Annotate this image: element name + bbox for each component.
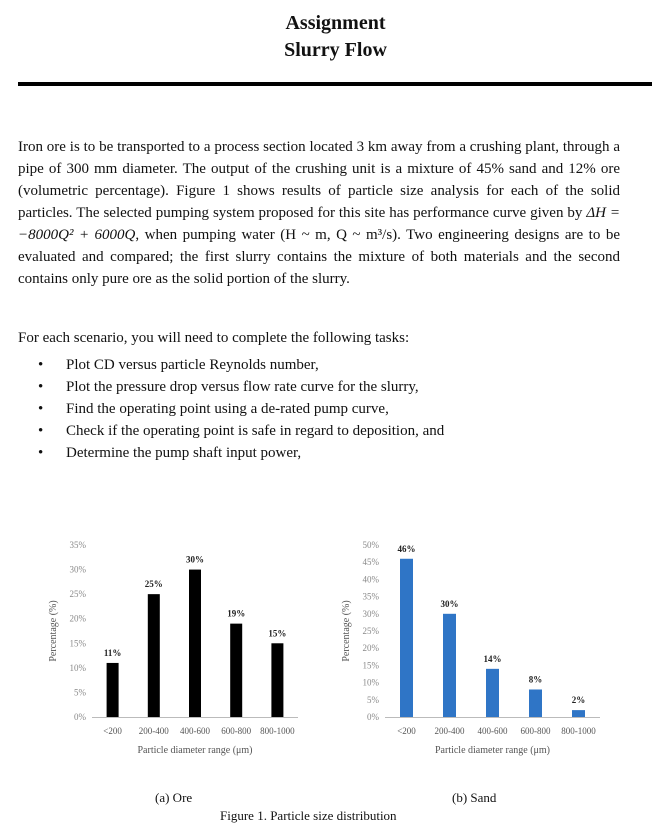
y-tick-label: 15% (69, 638, 86, 649)
data-label: 30% (186, 554, 204, 565)
x-tick-label: 800-1000 (561, 726, 596, 736)
y-tick-label: 10% (69, 662, 86, 673)
y-tick-label: 5% (74, 687, 86, 698)
data-label: 2% (571, 695, 586, 706)
y-tick-label: 0% (367, 712, 379, 722)
y-tick-label: 0% (74, 712, 86, 722)
title-line-1: Assignment (285, 12, 386, 34)
data-label: 30% (440, 598, 459, 609)
data-label: 25% (144, 579, 163, 590)
y-tick-label: 40% (362, 574, 379, 585)
data-label: 8% (528, 674, 543, 685)
task-item: • Check if the operating point is safe in regard to deposition, and (38, 423, 445, 439)
y-tick-label: 30% (362, 608, 379, 619)
document-title (0, 10, 671, 64)
x-tick-label: 600-800 (520, 726, 551, 736)
y-tick-label: 10% (362, 677, 379, 688)
y-tick-label: 5% (367, 694, 379, 705)
y-tick-label: 45% (362, 557, 379, 568)
tasks-intro: For each scenario, you will need to complete the following tasks: (18, 330, 410, 346)
x-tick-label: 600-800 (221, 726, 252, 736)
data-label: 46% (397, 543, 416, 554)
data-label: 11% (103, 647, 122, 658)
data-label: 14% (483, 653, 502, 664)
subcaption-sand: (b) Sand (452, 790, 497, 805)
y-axis-label: Percentage (%) (48, 600, 59, 662)
task-item: • Determine the pump shaft input power, (38, 445, 302, 461)
bar (443, 614, 456, 717)
intro-paragraph (18, 136, 620, 290)
bar (148, 594, 160, 717)
task-list (38, 354, 444, 464)
y-tick-label: 15% (362, 660, 379, 671)
bar (400, 559, 413, 717)
bar (529, 689, 542, 717)
x-axis-label: Particle diameter range (μm) (137, 745, 253, 756)
y-tick-label: 35% (362, 591, 379, 602)
bar (271, 643, 283, 717)
task-item: • Plot the pressure drop versus flow rate curve for the slurry, (38, 379, 419, 395)
y-tick-label: 20% (362, 643, 379, 654)
header-divider (18, 82, 652, 86)
data-label: 15% (268, 628, 287, 639)
x-tick-label: 400-600 (180, 726, 210, 736)
x-tick-label: 200-400 (138, 726, 169, 736)
ore-chart (30, 535, 315, 767)
task-item: • Plot CD versus particle Reynolds number, (38, 357, 319, 373)
x-tick-label: 800-1000 (260, 726, 295, 736)
x-tick-label: <200 (397, 726, 416, 736)
task-item: • Find the operating point using a de-rated pump curve, (38, 401, 389, 417)
y-tick-label: 25% (362, 626, 379, 636)
bar (486, 669, 499, 717)
y-tick-label: 35% (69, 540, 86, 550)
y-tick-label: 20% (69, 613, 86, 624)
x-tick-label: <200 (103, 726, 122, 736)
intro-text-cont: , when pumping water (H ~ m, Q ~ m³/s). Two engineering designs are to be evaluated and compared; the first slurry contains the mixture of both materials and the second contains only pure ore as the solid portion of the slurry. (18, 227, 620, 287)
x-axis-label: Particle diameter range (μm) (434, 745, 551, 756)
y-tick-label: 25% (69, 589, 86, 600)
bar (107, 663, 119, 717)
bar (572, 710, 585, 717)
y-axis-label: Percentage (%) (341, 600, 352, 662)
data-label: 19% (227, 608, 246, 619)
y-tick-label: 50% (362, 540, 379, 550)
sand-chart (330, 535, 620, 767)
bar (189, 570, 201, 717)
subcaption-ore: (a) Ore (155, 790, 193, 805)
bar (230, 624, 242, 717)
y-tick-label: 30% (69, 564, 86, 575)
figure-caption: Figure 1. Particle size distribution (220, 808, 397, 823)
pump-curve-equation: ΔH = −8000Q² + 6000Q (18, 205, 621, 243)
intro-text: Iron ore is to be transported to a process section located 3 km away from a crushing plant, through a pipe of 300 mm diameter. The output of the crushing unit is a mixture of 45% sand and 12% ore (volumetric percentage). Figure 1 shows results of particle size analysis for each of the solid particles. The selected pumping system proposed for this site has performance curve given by (18, 139, 620, 221)
x-tick-label: 400-600 (477, 726, 508, 736)
title-line-2: Slurry Flow (284, 39, 387, 61)
x-tick-label: 200-400 (434, 726, 465, 736)
